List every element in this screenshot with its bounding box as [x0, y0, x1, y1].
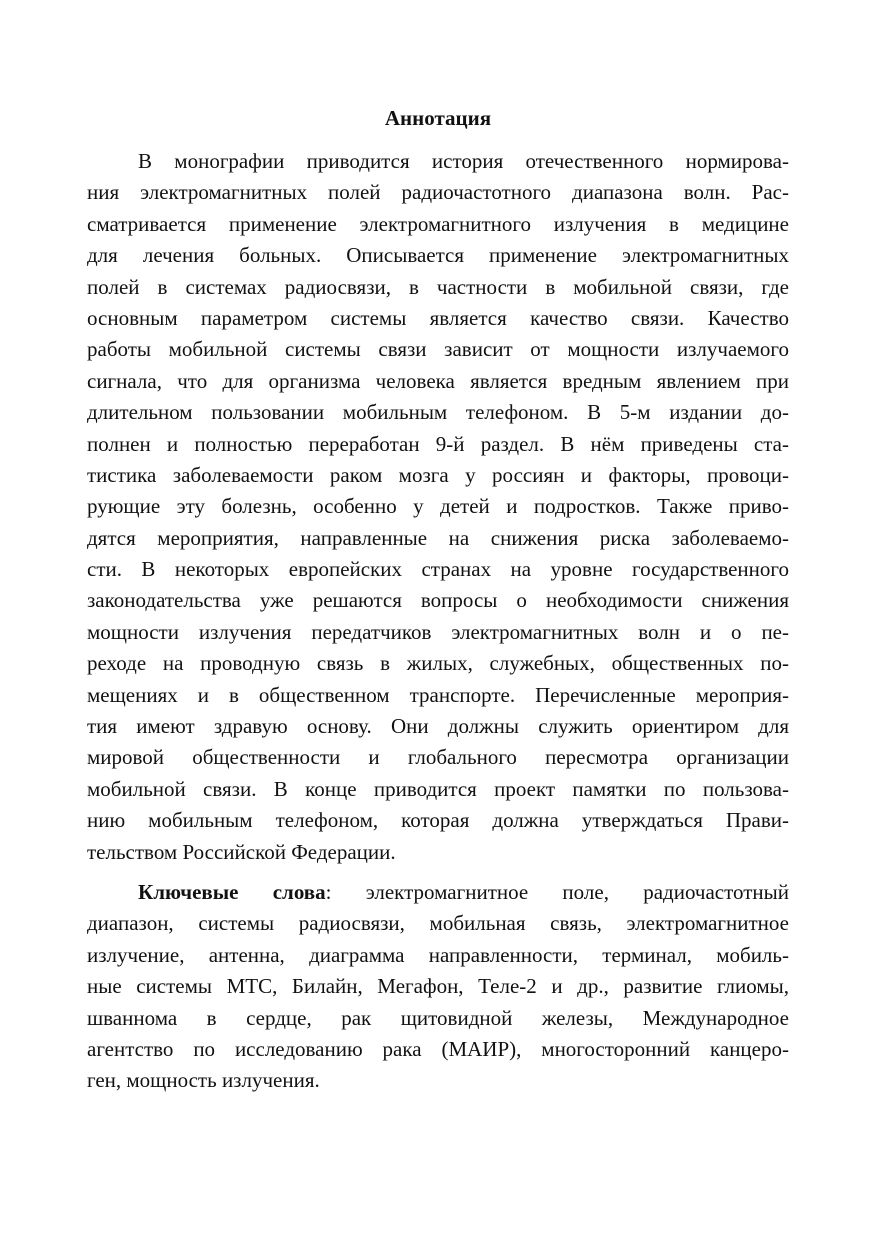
abstract-line: мощности излучения передатчиков электромагнитных волн и о пе-: [87, 619, 789, 644]
annotation-title: Аннотация: [384, 106, 492, 130]
abstract-line: полей в системах радиосвязи, в частности в мобильной связи, где: [87, 274, 789, 299]
keywords-line: агентство по исследованию рака (МАИР), многосторонний канцеро-: [87, 1036, 789, 1061]
abstract-line: мещениях и в общественном транспорте. Перечисленные мероприя-: [87, 682, 789, 707]
keywords-line: излучение, антенна, диаграмма направленности, терминал, мобиль-: [87, 942, 789, 967]
abstract-line: тия имеют здравую основу. Они должны служить ориентиром для: [87, 714, 789, 739]
keywords-line: : электромагнитное поле, радиочастотный: [325, 880, 789, 904]
keywords-line: диапазон, системы радиосвязи, мобильная связь, электромагнитное: [87, 911, 789, 936]
keywords-paragraph: [87, 877, 789, 1097]
abstract-line: нию мобильным телефоном, которая должна утверждаться Прави-: [87, 808, 789, 833]
abstract-line: дятся мероприятия, направленные на снижения риска заболеваемо-: [87, 525, 789, 550]
abstract-line: основным параметром системы является качество связи. Качество: [87, 305, 789, 330]
abstract-line: работы мобильной системы связи зависит от мощности излучаемого: [87, 337, 789, 362]
abstract-line: длительном пользовании мобильным телефоном. В 5-м издании до-: [87, 400, 789, 425]
abstract-line: мировой общественности и глобального пересмотра организации: [87, 745, 789, 770]
keywords-line: шваннома в сердце, рак щитовидной железы, Международное: [87, 1005, 789, 1030]
abstract-line: тистика заболеваемости раком мозга у россиян и факторы, провоци-: [87, 462, 789, 487]
abstract-line: ния электромагнитных полей радиочастотного диапазона волн. Рас-: [87, 180, 789, 205]
keywords-line: ные системы МТС, Билайн, Мегафон, Теле-2 и др., развитие глиомы,: [87, 974, 789, 999]
abstract-line: для лечения больных. Описывается применение электромагнитных: [87, 243, 789, 268]
abstract-line: полнен и полностью переработан 9-й раздел. В нём приведены ста-: [87, 431, 789, 456]
keywords-first-line: [87, 877, 789, 908]
abstract-line: тельством Российской Федерации.: [87, 839, 396, 864]
abstract-line: законодательства уже решаются вопросы о необходимости снижения: [87, 588, 789, 613]
keywords-label: Ключевые слова: [138, 880, 326, 904]
abstract-paragraph: [87, 146, 789, 868]
abstract-line: мобильной связи. В конце приводится проект памятки по пользова-: [87, 776, 789, 801]
abstract-line: реходе на проводную связь в жилых, служебных, общественных по-: [87, 651, 789, 676]
abstract-line: рующие эту болезнь, особенно у детей и подростков. Также приво-: [87, 494, 789, 519]
abstract-line: сматривается применение электромагнитного излучения в медицине: [87, 211, 789, 236]
abstract-line: сигнала, что для организма человека является вредным явлением при: [87, 368, 789, 393]
keywords-line: ген, мощность излучения.: [87, 1068, 320, 1093]
abstract-line: сти. В некоторых европейских странах на уровне государственного: [87, 557, 789, 582]
abstract-line: В монографии приводится история отечественного нормирова-: [138, 149, 789, 173]
